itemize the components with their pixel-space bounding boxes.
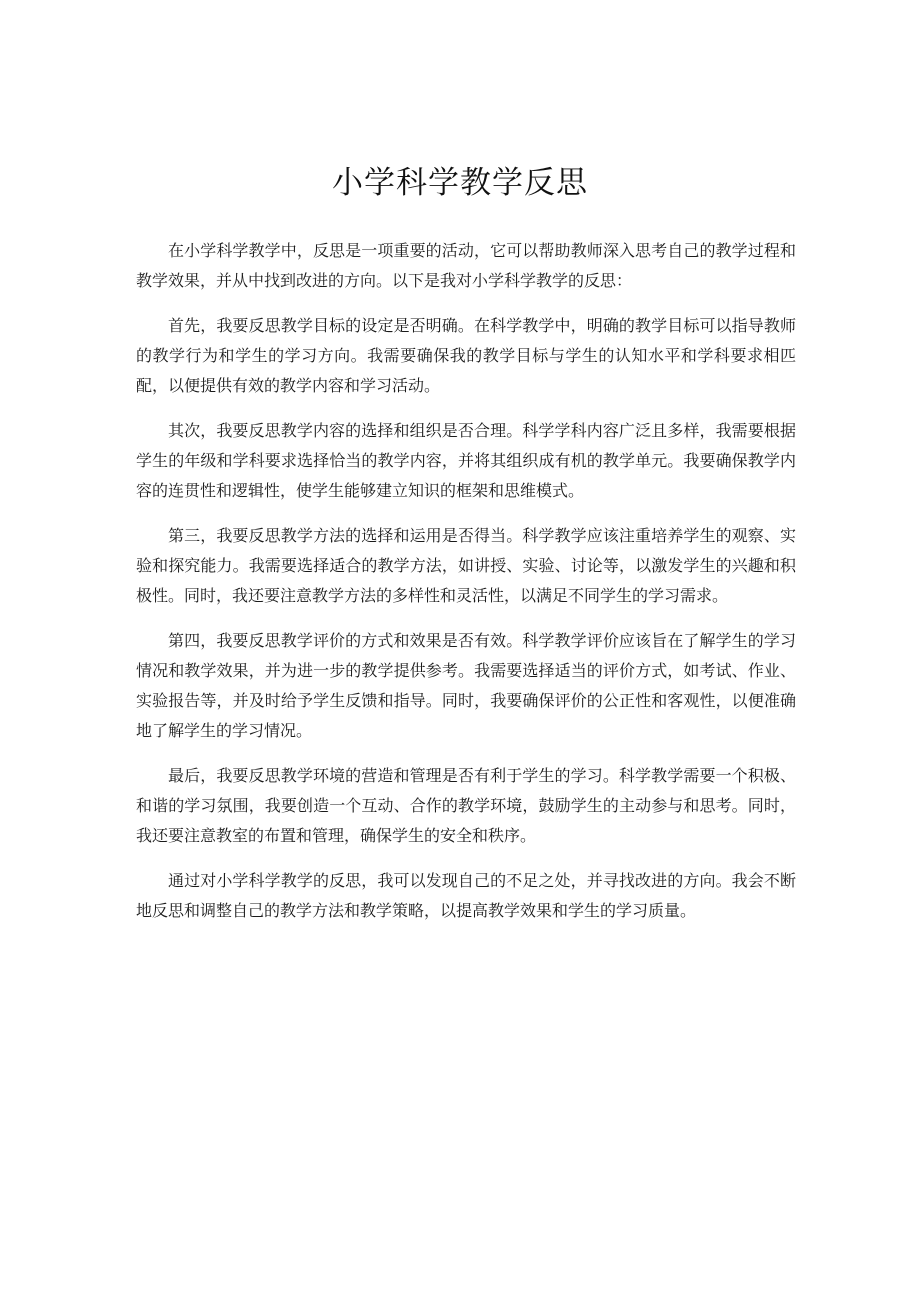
paragraph-teaching-goals: 首先，我要反思教学目标的设定是否明确。在科学教学中，明确的教学目标可以指导教师的教学行为和学生的学习方向。我需要确保我的教学目标与学生的认知水平和学科要求相匹配，以便提供有效的教学内容和学习活动。 <box>136 316 796 395</box>
paragraph-teaching-methods: 第三，我要反思教学方法的选择和运用是否得当。科学教学应该注重培养学生的观察、实验和探究能力。我需要选择适合的教学方法，如讲授、实验、讨论等，以激发学生的兴趣和积极性。同时，我还要注意教学方法的多样性和灵活性，以满足不同学生的学习需求。 <box>136 526 796 605</box>
document-title: 小学科学教学反思 <box>332 165 588 201</box>
document-body <box>136 236 796 941</box>
paragraph-conclusion: 通过对小学科学教学的反思，我可以发现自己的不足之处，并寻找改进的方向。我会不断地反思和调整自己的教学方法和教学策略，以提高教学效果和学生的学习质量。 <box>136 871 796 920</box>
paragraph-teaching-evaluation: 第四，我要反思教学评价的方式和效果是否有效。科学教学评价应该旨在了解学生的学习情况和教学效果，并为进一步的教学提供参考。我需要选择适当的评价方式，如考试、作业、实验报告等，并及时给予学生反馈和指导。同时，我要确保评价的公正性和客观性，以便准确地了解学生的学习情况。 <box>136 631 796 740</box>
paragraph-intro: 在小学科学教学中，反思是一项重要的活动，它可以帮助教师深入思考自己的教学过程和教学效果，并从中找到改进的方向。以下是我对小学科学教学的反思： <box>136 241 796 290</box>
paragraph-teaching-environment: 最后，我要反思教学环境的营造和管理是否有利于学生的学习。科学教学需要一个积极、和谐的学习氛围，我要创造一个互动、合作的教学环境，鼓励学生的主动参与和思考。同时，我还要注意教室的布置和管理，确保学生的安全和秩序。 <box>136 766 796 845</box>
paragraph-teaching-content: 其次，我要反思教学内容的选择和组织是否合理。科学学科内容广泛且多样，我需要根据学生的年级和学科要求选择恰当的教学内容，并将其组织成有机的教学单元。我要确保教学内容的连贯性和逻辑性，使学生能够建立知识的框架和思维模式。 <box>136 421 796 500</box>
